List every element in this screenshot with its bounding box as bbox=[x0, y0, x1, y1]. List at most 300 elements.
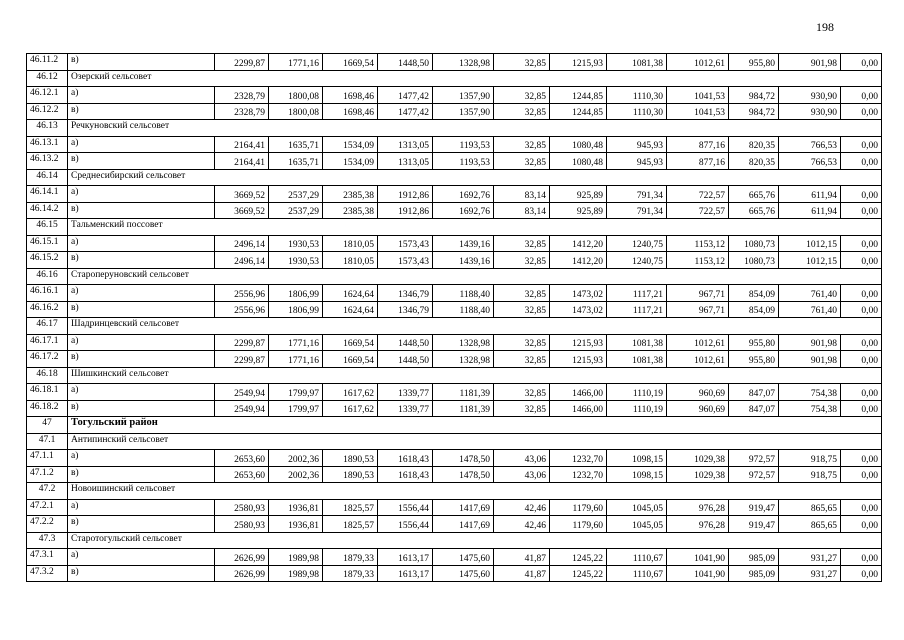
value-cell: 1771,16 bbox=[269, 334, 323, 351]
row-label: а) bbox=[68, 235, 215, 252]
value-cell: 1618,43 bbox=[378, 450, 433, 467]
value-cell: 1153,12 bbox=[667, 235, 729, 252]
value-cell: 976,28 bbox=[667, 516, 729, 533]
row-code: 47 bbox=[27, 417, 68, 434]
value-cell: 1117,21 bbox=[607, 285, 667, 302]
value-cell: 984,72 bbox=[729, 103, 779, 120]
value-cell: 611,94 bbox=[779, 202, 841, 219]
value-cell: 1029,38 bbox=[667, 450, 729, 467]
value-cell: 1799,97 bbox=[269, 384, 323, 401]
value-cell: 0,00 bbox=[841, 54, 882, 71]
value-cell: 41,87 bbox=[494, 565, 550, 582]
value-cell: 2556,96 bbox=[215, 301, 269, 318]
value-cell: 972,57 bbox=[729, 450, 779, 467]
value-cell: 1240,75 bbox=[607, 235, 667, 252]
table-row bbox=[27, 466, 882, 483]
value-cell: 0,00 bbox=[841, 285, 882, 302]
value-cell: 1930,53 bbox=[269, 252, 323, 269]
value-cell: 1245,22 bbox=[550, 549, 607, 566]
value-cell: 1041,53 bbox=[667, 103, 729, 120]
value-cell: 32,85 bbox=[494, 285, 550, 302]
value-cell: 1012,61 bbox=[667, 334, 729, 351]
row-code: 46.12.1 bbox=[27, 87, 68, 104]
row-code: 46.14 bbox=[27, 169, 68, 186]
value-cell: 1879,33 bbox=[323, 565, 378, 582]
row-code: 46.17 bbox=[27, 318, 68, 335]
value-cell: 1771,16 bbox=[269, 54, 323, 71]
value-cell: 960,69 bbox=[667, 400, 729, 417]
value-cell: 955,80 bbox=[729, 54, 779, 71]
section-name: Шишкинский сельсовет bbox=[68, 367, 882, 384]
table-row bbox=[27, 153, 882, 170]
value-cell: 32,85 bbox=[494, 235, 550, 252]
value-cell: 1466,00 bbox=[550, 384, 607, 401]
row-code: 46.15.1 bbox=[27, 235, 68, 252]
value-cell: 976,28 bbox=[667, 499, 729, 516]
value-cell: 0,00 bbox=[841, 136, 882, 153]
value-cell: 2496,14 bbox=[215, 235, 269, 252]
value-cell: 1041,53 bbox=[667, 87, 729, 104]
value-cell: 2580,93 bbox=[215, 516, 269, 533]
value-cell: 32,85 bbox=[494, 334, 550, 351]
value-cell: 1613,17 bbox=[378, 565, 433, 582]
value-cell: 0,00 bbox=[841, 351, 882, 368]
value-cell: 1473,02 bbox=[550, 301, 607, 318]
value-cell: 1806,99 bbox=[269, 301, 323, 318]
value-cell: 847,07 bbox=[729, 400, 779, 417]
value-cell: 1635,71 bbox=[269, 136, 323, 153]
value-cell: 1179,60 bbox=[550, 516, 607, 533]
value-cell: 1698,46 bbox=[323, 87, 378, 104]
row-code: 46.18.1 bbox=[27, 384, 68, 401]
value-cell: 967,71 bbox=[667, 301, 729, 318]
row-code: 47.3 bbox=[27, 532, 68, 549]
value-cell: 1215,93 bbox=[550, 351, 607, 368]
value-cell: 2385,38 bbox=[323, 202, 378, 219]
value-cell: 665,76 bbox=[729, 186, 779, 203]
value-cell: 791,34 bbox=[607, 202, 667, 219]
row-code: 46.18.2 bbox=[27, 400, 68, 417]
value-cell: 1346,79 bbox=[378, 301, 433, 318]
table-row bbox=[27, 565, 882, 582]
value-cell: 1669,54 bbox=[323, 54, 378, 71]
value-cell: 2537,29 bbox=[269, 186, 323, 203]
section-header-row bbox=[27, 70, 882, 87]
table-row bbox=[27, 285, 882, 302]
row-label: в) bbox=[68, 301, 215, 318]
value-cell: 1936,81 bbox=[269, 516, 323, 533]
value-cell: 1417,69 bbox=[433, 499, 494, 516]
table-row bbox=[27, 301, 882, 318]
value-cell: 0,00 bbox=[841, 466, 882, 483]
value-cell: 1346,79 bbox=[378, 285, 433, 302]
value-cell: 1936,81 bbox=[269, 499, 323, 516]
value-cell: 3669,52 bbox=[215, 202, 269, 219]
row-code: 47.3.2 bbox=[27, 565, 68, 582]
value-cell: 754,38 bbox=[779, 400, 841, 417]
value-cell: 1045,05 bbox=[607, 499, 667, 516]
value-cell: 1117,21 bbox=[607, 301, 667, 318]
row-label: в) bbox=[68, 103, 215, 120]
value-cell: 919,47 bbox=[729, 516, 779, 533]
table-row bbox=[27, 252, 882, 269]
value-cell: 1232,70 bbox=[550, 466, 607, 483]
value-cell: 1328,98 bbox=[433, 334, 494, 351]
value-cell: 2537,29 bbox=[269, 202, 323, 219]
value-cell: 1080,48 bbox=[550, 153, 607, 170]
value-cell: 1110,30 bbox=[607, 103, 667, 120]
row-code: 46.12.2 bbox=[27, 103, 68, 120]
section-name: Озерский сельсовет bbox=[68, 70, 882, 87]
value-cell: 2164,41 bbox=[215, 153, 269, 170]
section-header-row bbox=[27, 483, 882, 500]
section-name: Тогульский район bbox=[68, 417, 882, 434]
value-cell: 1080,48 bbox=[550, 136, 607, 153]
value-cell: 611,94 bbox=[779, 186, 841, 203]
value-cell: 1080,73 bbox=[729, 252, 779, 269]
value-cell: 931,27 bbox=[779, 565, 841, 582]
value-cell: 1080,73 bbox=[729, 235, 779, 252]
value-cell: 1890,53 bbox=[323, 450, 378, 467]
value-cell: 1041,90 bbox=[667, 565, 729, 582]
value-cell: 1478,50 bbox=[433, 450, 494, 467]
value-cell: 877,16 bbox=[667, 153, 729, 170]
value-cell: 0,00 bbox=[841, 186, 882, 203]
value-cell: 41,87 bbox=[494, 549, 550, 566]
value-cell: 1110,67 bbox=[607, 549, 667, 566]
table-row bbox=[27, 186, 882, 203]
value-cell: 1556,44 bbox=[378, 499, 433, 516]
value-cell: 1624,64 bbox=[323, 301, 378, 318]
value-cell: 865,65 bbox=[779, 499, 841, 516]
value-cell: 761,40 bbox=[779, 301, 841, 318]
value-cell: 0,00 bbox=[841, 252, 882, 269]
value-cell: 1029,38 bbox=[667, 466, 729, 483]
section-name: Старотогульский сельсовет bbox=[68, 532, 882, 549]
value-cell: 1244,85 bbox=[550, 103, 607, 120]
row-label: в) bbox=[68, 153, 215, 170]
section-name: Речкуновский сельсовет bbox=[68, 120, 882, 137]
row-label: в) bbox=[68, 516, 215, 533]
row-label: в) bbox=[68, 202, 215, 219]
value-cell: 1328,98 bbox=[433, 54, 494, 71]
row-code: 46.17.2 bbox=[27, 351, 68, 368]
row-code: 47.2 bbox=[27, 483, 68, 500]
section-header-row bbox=[27, 219, 882, 236]
value-cell: 2549,94 bbox=[215, 400, 269, 417]
value-cell: 32,85 bbox=[494, 87, 550, 104]
value-cell: 1328,98 bbox=[433, 351, 494, 368]
value-cell: 967,71 bbox=[667, 285, 729, 302]
value-cell: 722,57 bbox=[667, 186, 729, 203]
row-code: 46.16 bbox=[27, 268, 68, 285]
value-cell: 1617,62 bbox=[323, 384, 378, 401]
value-cell: 2002,36 bbox=[269, 450, 323, 467]
value-cell: 1244,85 bbox=[550, 87, 607, 104]
value-cell: 985,09 bbox=[729, 549, 779, 566]
value-cell: 2299,87 bbox=[215, 54, 269, 71]
value-cell: 0,00 bbox=[841, 202, 882, 219]
table-row bbox=[27, 202, 882, 219]
value-cell: 0,00 bbox=[841, 384, 882, 401]
value-cell: 1045,05 bbox=[607, 516, 667, 533]
row-code: 46.14.1 bbox=[27, 186, 68, 203]
value-cell: 42,46 bbox=[494, 516, 550, 533]
value-cell: 1357,90 bbox=[433, 103, 494, 120]
row-label: в) bbox=[68, 466, 215, 483]
row-code: 46.18 bbox=[27, 367, 68, 384]
row-code: 47.1.1 bbox=[27, 450, 68, 467]
value-cell: 1098,15 bbox=[607, 466, 667, 483]
table-row bbox=[27, 351, 882, 368]
table-row bbox=[27, 499, 882, 516]
row-code: 46.12 bbox=[27, 70, 68, 87]
value-cell: 1357,90 bbox=[433, 87, 494, 104]
value-cell: 43,06 bbox=[494, 450, 550, 467]
value-cell: 1313,05 bbox=[378, 153, 433, 170]
value-cell: 985,09 bbox=[729, 565, 779, 582]
value-cell: 2626,99 bbox=[215, 549, 269, 566]
value-cell: 2002,36 bbox=[269, 466, 323, 483]
section-header-row bbox=[27, 268, 882, 285]
row-label: а) bbox=[68, 450, 215, 467]
value-cell: 1478,50 bbox=[433, 466, 494, 483]
value-cell: 854,09 bbox=[729, 285, 779, 302]
value-cell: 945,93 bbox=[607, 136, 667, 153]
value-cell: 925,89 bbox=[550, 202, 607, 219]
value-cell: 2164,41 bbox=[215, 136, 269, 153]
row-label: а) bbox=[68, 384, 215, 401]
value-cell: 0,00 bbox=[841, 87, 882, 104]
section-name: Шадринцевский сельсовет bbox=[68, 318, 882, 335]
value-cell: 1081,38 bbox=[607, 334, 667, 351]
value-cell: 1181,39 bbox=[433, 384, 494, 401]
value-cell: 945,93 bbox=[607, 153, 667, 170]
row-code: 46.17.1 bbox=[27, 334, 68, 351]
value-cell: 918,75 bbox=[779, 450, 841, 467]
table-row bbox=[27, 235, 882, 252]
value-cell: 854,09 bbox=[729, 301, 779, 318]
value-cell: 1624,64 bbox=[323, 285, 378, 302]
row-label: а) bbox=[68, 334, 215, 351]
value-cell: 1110,19 bbox=[607, 384, 667, 401]
value-cell: 1912,86 bbox=[378, 186, 433, 203]
value-cell: 820,35 bbox=[729, 153, 779, 170]
value-cell: 1417,69 bbox=[433, 516, 494, 533]
value-cell: 1313,05 bbox=[378, 136, 433, 153]
value-cell: 1890,53 bbox=[323, 466, 378, 483]
value-cell: 1193,53 bbox=[433, 136, 494, 153]
value-cell: 930,90 bbox=[779, 87, 841, 104]
value-cell: 2328,79 bbox=[215, 103, 269, 120]
value-cell: 1466,00 bbox=[550, 400, 607, 417]
value-cell: 43,06 bbox=[494, 466, 550, 483]
value-cell: 42,46 bbox=[494, 499, 550, 516]
value-cell: 3669,52 bbox=[215, 186, 269, 203]
value-cell: 1692,76 bbox=[433, 202, 494, 219]
row-label: а) bbox=[68, 136, 215, 153]
value-cell: 2328,79 bbox=[215, 87, 269, 104]
row-code: 47.3.1 bbox=[27, 549, 68, 566]
value-cell: 2556,96 bbox=[215, 285, 269, 302]
value-cell: 0,00 bbox=[841, 499, 882, 516]
value-cell: 1477,42 bbox=[378, 87, 433, 104]
value-cell: 877,16 bbox=[667, 136, 729, 153]
value-cell: 1412,20 bbox=[550, 235, 607, 252]
value-cell: 931,27 bbox=[779, 549, 841, 566]
row-label: в) bbox=[68, 252, 215, 269]
value-cell: 1448,50 bbox=[378, 54, 433, 71]
value-cell: 766,53 bbox=[779, 153, 841, 170]
section-header-row bbox=[27, 318, 882, 335]
value-cell: 972,57 bbox=[729, 466, 779, 483]
section-name: Тальменский поссовет bbox=[68, 219, 882, 236]
value-cell: 32,85 bbox=[494, 153, 550, 170]
value-cell: 0,00 bbox=[841, 565, 882, 582]
value-cell: 0,00 bbox=[841, 450, 882, 467]
value-cell: 1188,40 bbox=[433, 301, 494, 318]
table-row bbox=[27, 400, 882, 417]
value-cell: 1477,42 bbox=[378, 103, 433, 120]
value-cell: 83,14 bbox=[494, 202, 550, 219]
value-cell: 1448,50 bbox=[378, 351, 433, 368]
value-cell: 1806,99 bbox=[269, 285, 323, 302]
value-cell: 901,98 bbox=[779, 54, 841, 71]
value-cell: 955,80 bbox=[729, 334, 779, 351]
value-cell: 2496,14 bbox=[215, 252, 269, 269]
value-cell: 2549,94 bbox=[215, 384, 269, 401]
row-label: в) bbox=[68, 54, 215, 71]
row-code: 47.1.2 bbox=[27, 466, 68, 483]
value-cell: 1179,60 bbox=[550, 499, 607, 516]
value-cell: 1012,61 bbox=[667, 351, 729, 368]
value-cell: 0,00 bbox=[841, 400, 882, 417]
value-cell: 0,00 bbox=[841, 301, 882, 318]
value-cell: 1439,16 bbox=[433, 235, 494, 252]
row-code: 46.15 bbox=[27, 219, 68, 236]
value-cell: 32,85 bbox=[494, 136, 550, 153]
table-body bbox=[27, 54, 882, 582]
value-cell: 1825,57 bbox=[323, 499, 378, 516]
row-code: 46.15.2 bbox=[27, 252, 68, 269]
value-cell: 865,65 bbox=[779, 516, 841, 533]
value-cell: 1012,15 bbox=[779, 235, 841, 252]
value-cell: 1669,54 bbox=[323, 351, 378, 368]
value-cell: 83,14 bbox=[494, 186, 550, 203]
value-cell: 754,38 bbox=[779, 384, 841, 401]
value-cell: 1412,20 bbox=[550, 252, 607, 269]
row-code: 47.2.2 bbox=[27, 516, 68, 533]
row-label: в) bbox=[68, 400, 215, 417]
row-label: в) bbox=[68, 565, 215, 582]
value-cell: 1339,77 bbox=[378, 384, 433, 401]
row-label: а) bbox=[68, 285, 215, 302]
value-cell: 1193,53 bbox=[433, 153, 494, 170]
value-cell: 1475,60 bbox=[433, 549, 494, 566]
table-row bbox=[27, 384, 882, 401]
value-cell: 1810,05 bbox=[323, 252, 378, 269]
value-cell: 1635,71 bbox=[269, 153, 323, 170]
value-cell: 960,69 bbox=[667, 384, 729, 401]
value-cell: 1534,09 bbox=[323, 153, 378, 170]
value-cell: 1081,38 bbox=[607, 54, 667, 71]
value-cell: 1098,15 bbox=[607, 450, 667, 467]
row-code: 46.16.1 bbox=[27, 285, 68, 302]
table-row bbox=[27, 87, 882, 104]
value-cell: 2299,87 bbox=[215, 334, 269, 351]
table-row bbox=[27, 136, 882, 153]
value-cell: 1800,08 bbox=[269, 103, 323, 120]
value-cell: 1534,09 bbox=[323, 136, 378, 153]
value-cell: 1215,93 bbox=[550, 54, 607, 71]
value-cell: 1153,12 bbox=[667, 252, 729, 269]
value-cell: 1912,86 bbox=[378, 202, 433, 219]
value-cell: 2385,38 bbox=[323, 186, 378, 203]
value-cell: 0,00 bbox=[841, 153, 882, 170]
value-cell: 1879,33 bbox=[323, 549, 378, 566]
value-cell: 766,53 bbox=[779, 136, 841, 153]
value-cell: 1448,50 bbox=[378, 334, 433, 351]
row-label: а) bbox=[68, 186, 215, 203]
value-cell: 901,98 bbox=[779, 351, 841, 368]
section-header-row bbox=[27, 433, 882, 450]
value-cell: 1475,60 bbox=[433, 565, 494, 582]
table-row bbox=[27, 549, 882, 566]
value-cell: 1245,22 bbox=[550, 565, 607, 582]
value-cell: 1439,16 bbox=[433, 252, 494, 269]
value-cell: 32,85 bbox=[494, 54, 550, 71]
value-cell: 955,80 bbox=[729, 351, 779, 368]
value-cell: 1473,02 bbox=[550, 285, 607, 302]
value-cell: 1240,75 bbox=[607, 252, 667, 269]
row-label: а) bbox=[68, 499, 215, 516]
value-cell: 32,85 bbox=[494, 301, 550, 318]
value-cell: 919,47 bbox=[729, 499, 779, 516]
row-code: 46.14.2 bbox=[27, 202, 68, 219]
value-cell: 1012,61 bbox=[667, 54, 729, 71]
district-header-row bbox=[27, 417, 882, 434]
value-cell: 1041,90 bbox=[667, 549, 729, 566]
value-cell: 1339,77 bbox=[378, 400, 433, 417]
value-cell: 1110,30 bbox=[607, 87, 667, 104]
value-cell: 1989,98 bbox=[269, 549, 323, 566]
row-code: 46.16.2 bbox=[27, 301, 68, 318]
section-header-row bbox=[27, 120, 882, 137]
value-cell: 722,57 bbox=[667, 202, 729, 219]
tariff-table bbox=[26, 53, 882, 582]
row-code: 47.1 bbox=[27, 433, 68, 450]
table-row bbox=[27, 103, 882, 120]
value-cell: 925,89 bbox=[550, 186, 607, 203]
table-row bbox=[27, 450, 882, 467]
value-cell: 1800,08 bbox=[269, 87, 323, 104]
value-cell: 1215,93 bbox=[550, 334, 607, 351]
value-cell: 930,90 bbox=[779, 103, 841, 120]
value-cell: 1930,53 bbox=[269, 235, 323, 252]
value-cell: 1110,67 bbox=[607, 565, 667, 582]
value-cell: 1232,70 bbox=[550, 450, 607, 467]
section-name: Антипинский сельсовет bbox=[68, 433, 882, 450]
value-cell: 0,00 bbox=[841, 235, 882, 252]
table-row bbox=[27, 516, 882, 533]
value-cell: 761,40 bbox=[779, 285, 841, 302]
value-cell: 984,72 bbox=[729, 87, 779, 104]
value-cell: 1825,57 bbox=[323, 516, 378, 533]
section-header-row bbox=[27, 532, 882, 549]
value-cell: 791,34 bbox=[607, 186, 667, 203]
value-cell: 1989,98 bbox=[269, 565, 323, 582]
value-cell: 0,00 bbox=[841, 334, 882, 351]
